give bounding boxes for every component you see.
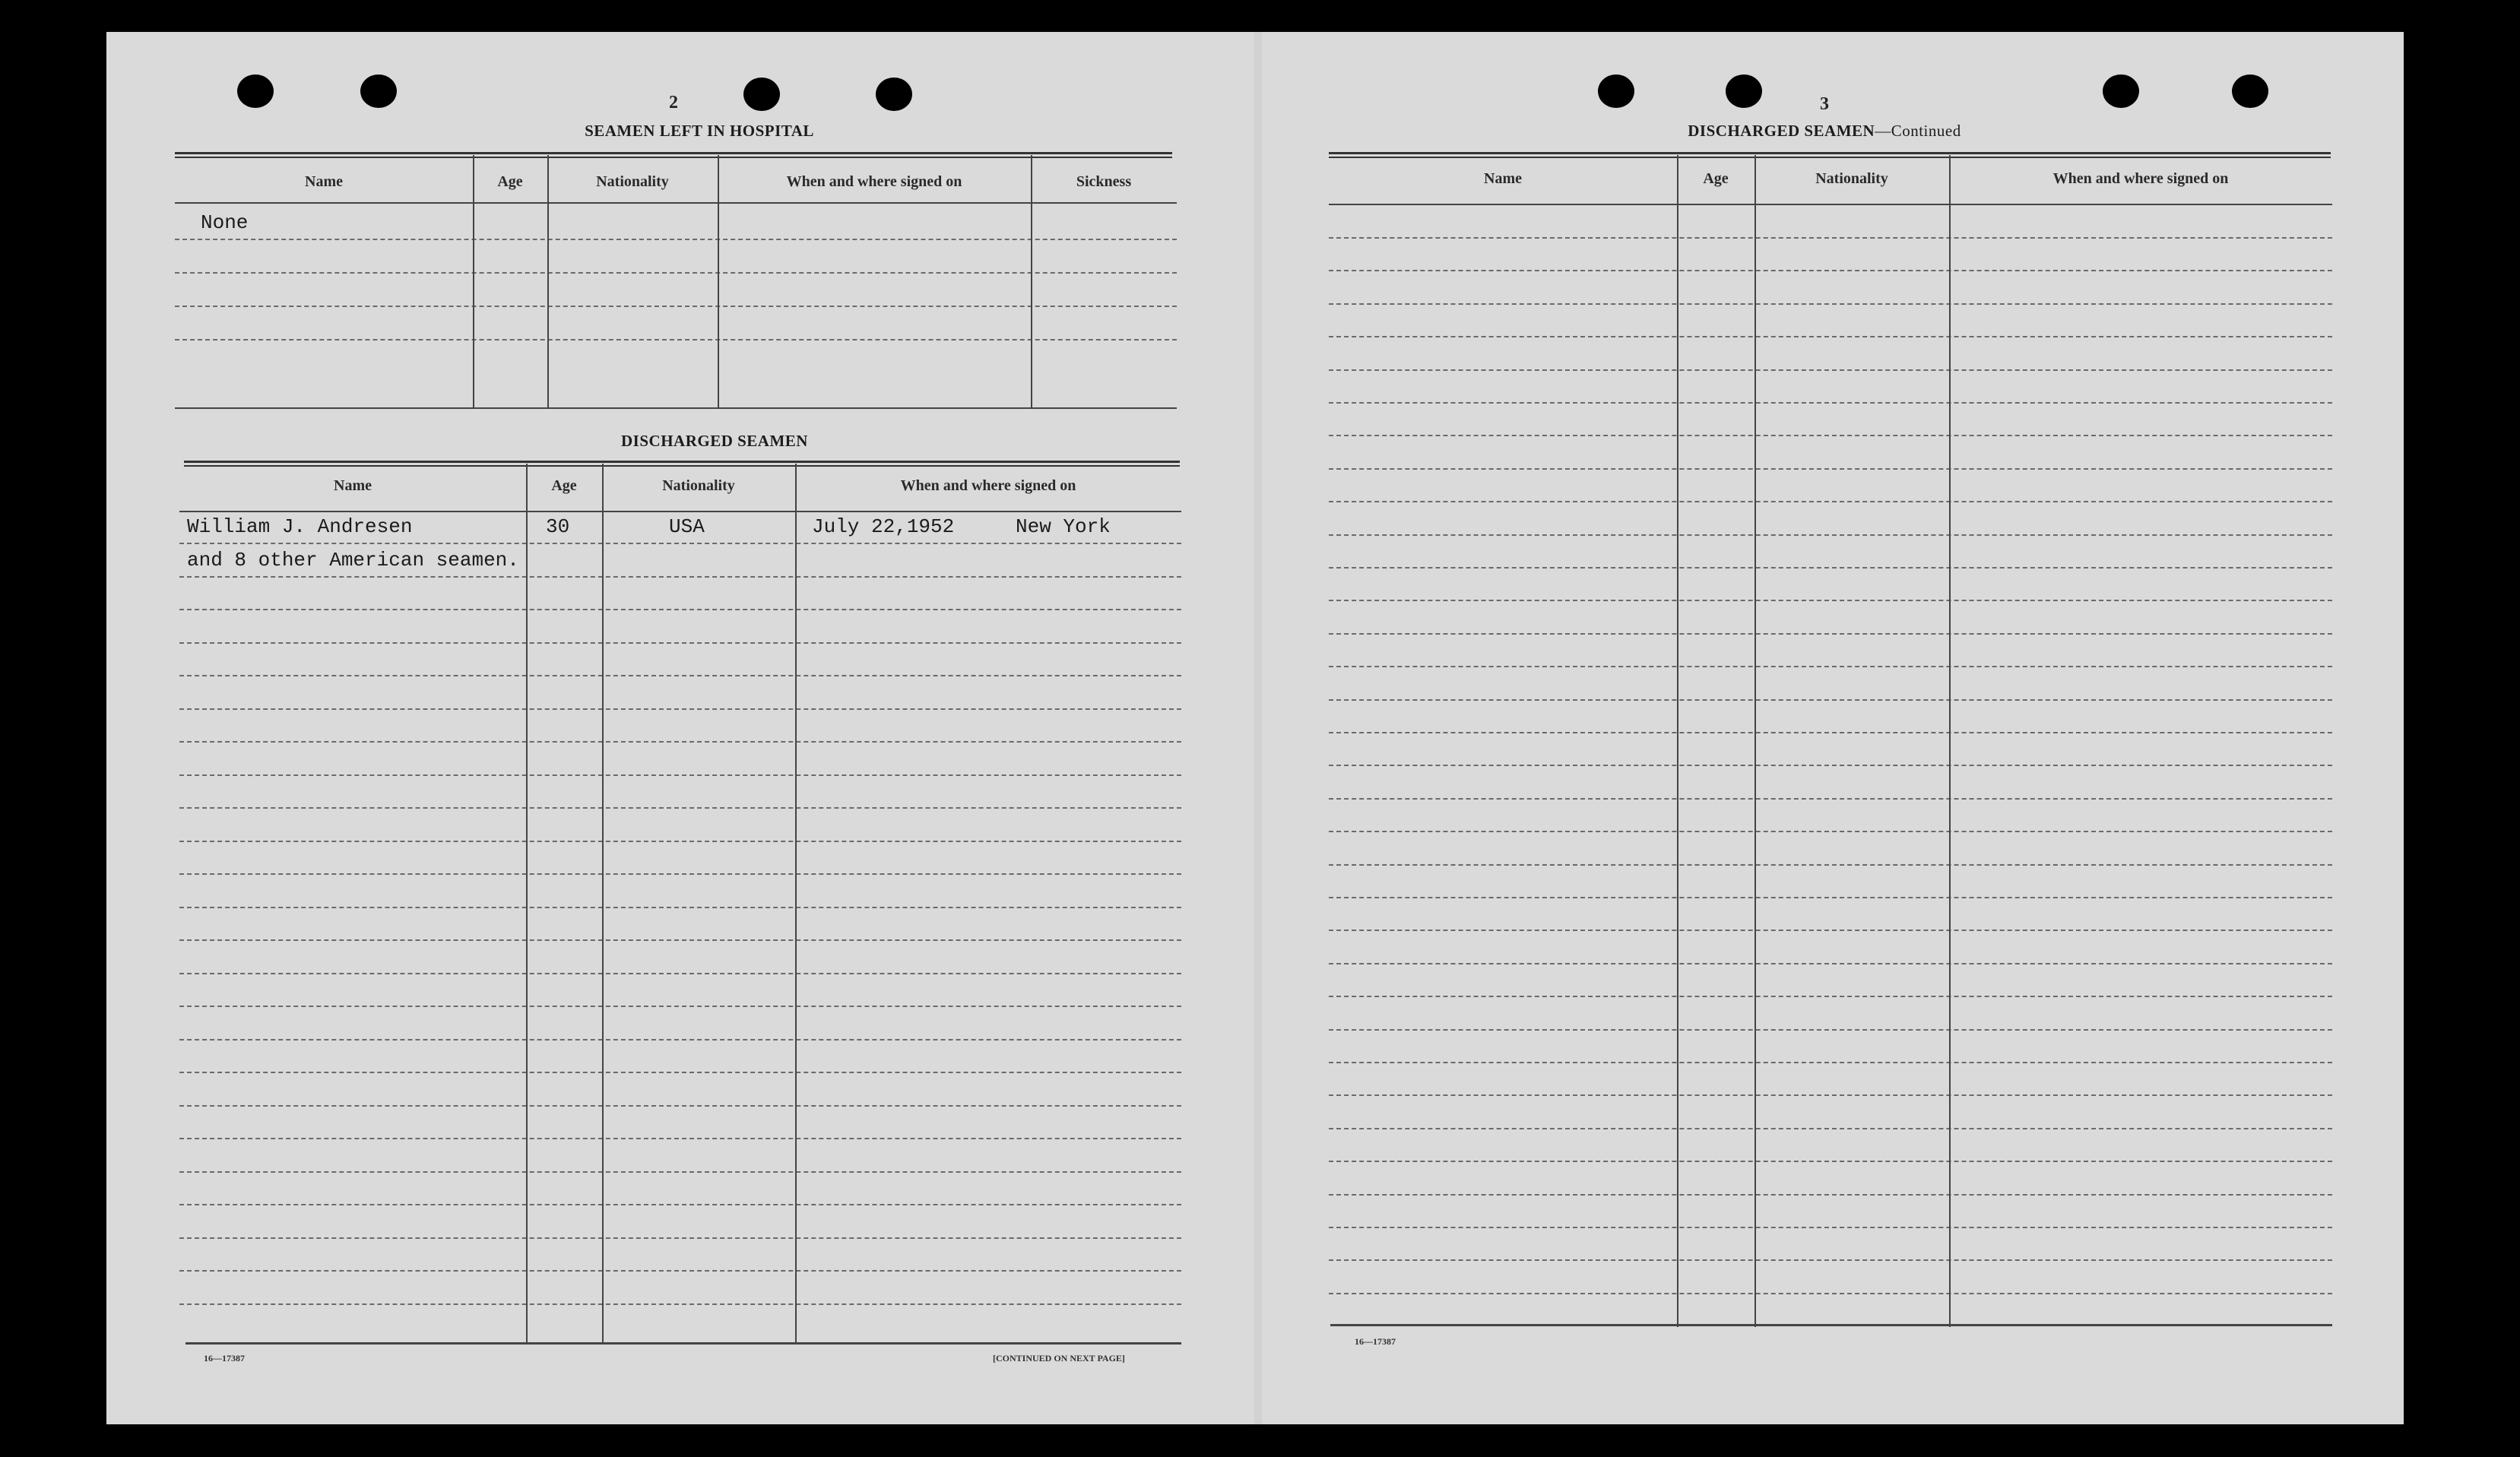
table-row-line (175, 272, 1177, 274)
table-row-line (175, 239, 1177, 240)
table-row-line (1329, 930, 2332, 931)
column-divider (1677, 155, 1678, 1327)
table-row-line (179, 1171, 1181, 1173)
page-number: 2 (669, 93, 678, 112)
table-row-line (179, 1072, 1181, 1073)
table-cell-date: July 22,1952 (812, 515, 955, 538)
table-row-line (1329, 237, 2332, 239)
table-row-line (1329, 732, 2332, 733)
table-row-line (1329, 831, 2332, 832)
table-row-line (1329, 963, 2332, 964)
table-row-line (179, 708, 1181, 710)
table-row-line (1329, 1194, 2332, 1196)
table-row-line (179, 1303, 1181, 1305)
table-row-line (175, 306, 1177, 307)
column-divider (526, 464, 528, 1342)
table-row-line (179, 1237, 1181, 1239)
table-row-line (1329, 435, 2332, 436)
table-row-line (1329, 567, 2332, 569)
table-row-line (1329, 1259, 2332, 1261)
title-main: DISCHARGED SEAMEN (1688, 122, 1875, 140)
table-row-line (179, 774, 1181, 776)
header-rule (1329, 204, 2332, 205)
column-header: Age (1703, 170, 1729, 187)
table-row-line (1329, 534, 2332, 536)
table-row-line (1329, 1128, 2332, 1129)
column-divider (1754, 155, 1756, 1327)
page-number: 3 (1820, 94, 1829, 114)
table-bottom-rule (175, 407, 1177, 409)
table-row-line (179, 1204, 1181, 1205)
column-divider (1949, 155, 1951, 1327)
table-cell-age: 30 (546, 515, 570, 538)
column-divider (795, 464, 797, 1342)
table-row-line (179, 642, 1181, 644)
title-suffix: —Continued (1875, 122, 1961, 140)
table-row-line (179, 609, 1181, 610)
table-row-line (1329, 798, 2332, 800)
right-page (1262, 32, 2404, 1424)
table-row-line (179, 543, 1181, 544)
table-row-line (1329, 369, 2332, 371)
bottom-rule (185, 1342, 1181, 1345)
table-row-line (1329, 402, 2332, 404)
table-row-line (179, 1105, 1181, 1107)
table-row-line (1329, 270, 2332, 271)
column-divider (1031, 155, 1032, 407)
table-row-line (1329, 1094, 2332, 1096)
table-row-line (1329, 1062, 2332, 1063)
table-row-line (179, 939, 1181, 941)
column-header: Nationality (662, 477, 735, 494)
column-header: When and where signed on (786, 173, 962, 190)
form-number: 16—17387 (204, 1353, 245, 1364)
discharged-top-rule (184, 461, 1180, 467)
table-row-line (1329, 1293, 2332, 1294)
table-row-line (1329, 633, 2332, 635)
column-header: Age (551, 477, 577, 494)
table-row-line (1329, 600, 2332, 601)
table-cell-name: William J. Andresen (187, 515, 413, 538)
column-header: When and where signed on (900, 477, 1076, 494)
column-header: Name (1484, 170, 1522, 187)
table-row-line (179, 973, 1181, 974)
discharged-section-title: DISCHARGED SEAMEN (621, 432, 808, 450)
continued-note: [CONTINUED ON NEXT PAGE] (993, 1353, 1125, 1364)
table-row-line (1329, 1161, 2332, 1162)
table-cell-name: None (201, 211, 249, 234)
table-row-line (179, 576, 1181, 578)
column-divider (718, 155, 719, 407)
header-rule (175, 202, 1177, 204)
table-row-line (179, 1138, 1181, 1139)
table-row-line (1329, 468, 2332, 470)
table-row-line (1329, 699, 2332, 701)
table-row-line (1329, 864, 2332, 866)
table-row-line (175, 339, 1177, 340)
column-header: Age (497, 173, 523, 190)
table-row-line (1329, 1029, 2332, 1031)
table-row-line (179, 841, 1181, 842)
bottom-rule (1330, 1324, 2332, 1326)
table-row-line (1329, 897, 2332, 898)
continued-top-rule (1329, 152, 2331, 158)
document-sheet (106, 32, 2404, 1424)
column-header: Name (305, 173, 343, 190)
left-page (106, 32, 1262, 1424)
table-row-line (179, 1006, 1181, 1007)
table-row-line (179, 807, 1181, 809)
column-divider (602, 464, 604, 1342)
table-row-line (1329, 996, 2332, 997)
table-cell-place: New York (1016, 515, 1111, 538)
table-row-line (1329, 1227, 2332, 1228)
table-row-line (179, 873, 1181, 875)
table-row-line (179, 907, 1181, 908)
table-row-line (179, 1039, 1181, 1040)
column-divider (473, 155, 474, 407)
hospital-section-title: SEAMEN LEFT IN HOSPITAL (585, 122, 814, 140)
discharged-continued-title (1596, 122, 2052, 141)
hospital-top-rule (175, 152, 1172, 158)
column-header: Sickness (1076, 173, 1132, 190)
form-number: 16—17387 (1355, 1336, 1396, 1347)
table-cell-nationality: USA (669, 515, 705, 538)
table-row-line (1329, 501, 2332, 502)
column-header: When and where signed on (2052, 170, 2229, 187)
table-row-line (1329, 336, 2332, 337)
table-row-line (179, 675, 1181, 676)
column-divider (547, 155, 549, 407)
column-header: Nationality (596, 173, 669, 190)
table-row-line (1329, 765, 2332, 766)
column-header: Nationality (1815, 170, 1888, 187)
table-row-line (179, 1270, 1181, 1272)
column-header: Name (334, 477, 372, 494)
table-cell-name: and 8 other American seamen. (187, 549, 519, 572)
table-row-line (1329, 666, 2332, 667)
table-row-line (179, 741, 1181, 743)
table-row-line (1329, 303, 2332, 305)
header-rule (179, 511, 1181, 512)
